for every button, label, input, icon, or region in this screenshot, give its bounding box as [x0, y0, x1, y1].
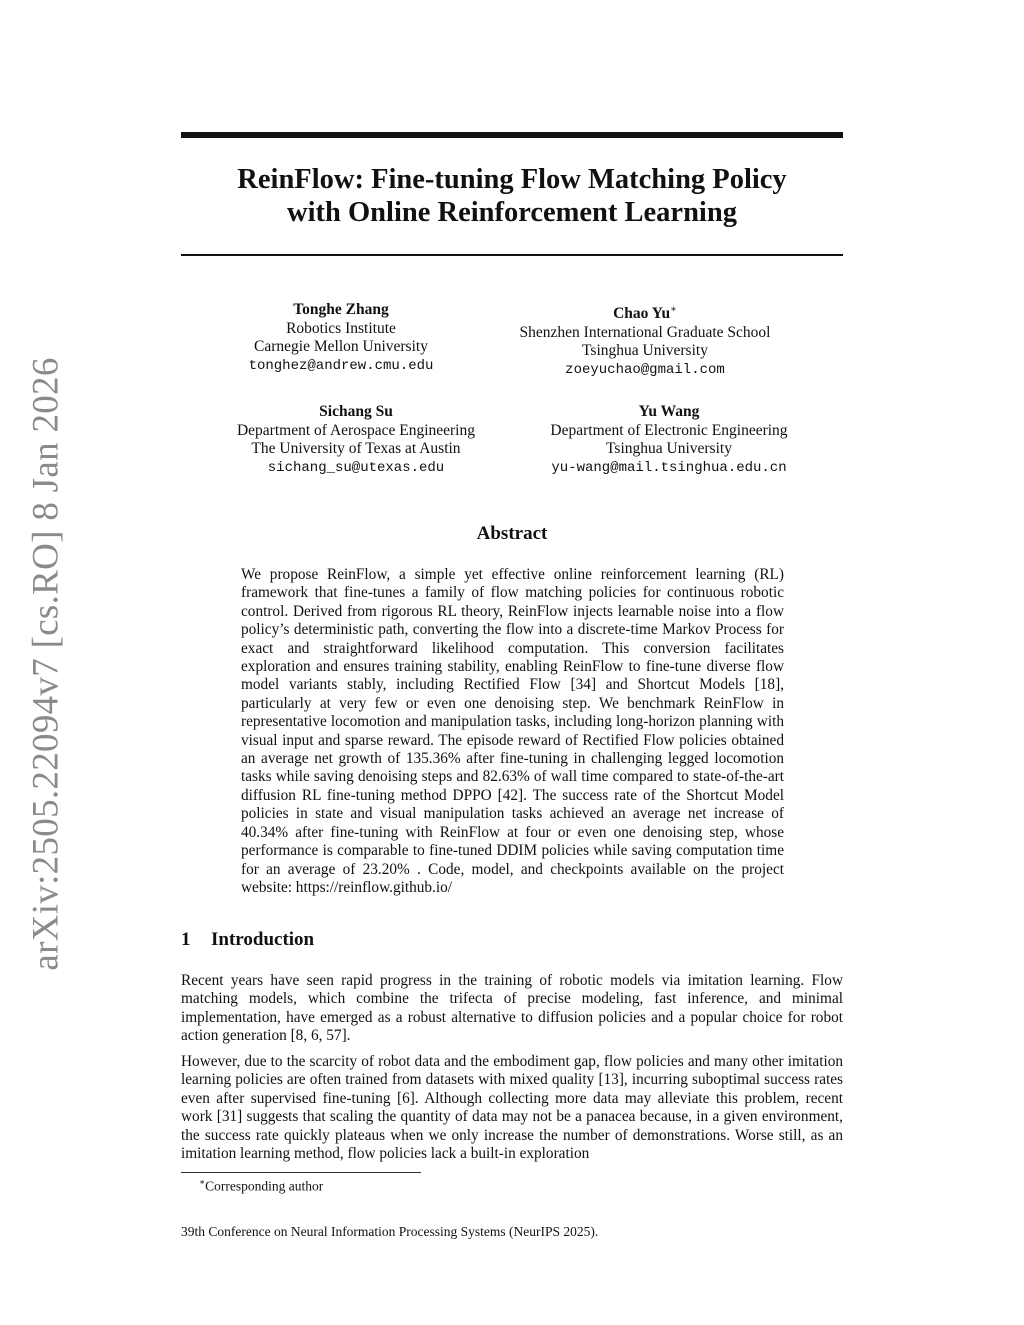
abstract-heading: Abstract [476, 523, 548, 544]
section-title: Introduction [211, 929, 315, 950]
title-line-2: with Online Reinforcement Learning [287, 197, 737, 228]
arxiv-identifier-stamp: arXiv:2505.22094v7 [cs.RO] 8 Jan 2026 [25, 357, 67, 971]
author-name: Chao Yu∗ [613, 304, 677, 323]
author-email: tonghez@andrew.cmu.edu [248, 357, 434, 374]
footnote-text: Corresponding author [205, 1178, 324, 1194]
author-affiliation: Department of Electronic Engineering [550, 421, 788, 439]
title-line-1: ReinFlow: Fine-tuning Flow Matching Policy [237, 164, 787, 195]
author-name: Yu Wang [638, 403, 700, 420]
title-top-rule [181, 132, 843, 138]
intro-paragraph-1: Recent years have seen rapid progress in the training of robotic models via imitation learning. Flow matching models, which combine the trifecta of precise modeling, fast inference, and minimal implementation, have emerged as a robust alternative to diffusion policies and a popular choice for robot action generation [8, 6, 57]. [181, 972, 843, 1045]
author-name: Sichang Su [319, 403, 393, 420]
author-block-chao-yu [480, 301, 810, 379]
author-block-tonghe-zhang [176, 301, 506, 375]
author-institution: Tsinghua University [606, 440, 732, 457]
author-institution: The University of Texas at Austin [251, 440, 461, 457]
paper-title [181, 163, 843, 229]
corresponding-author-mark: ∗ [670, 304, 677, 315]
abstract-text: We propose ReinFlow, a simple yet effective online reinforcement learning (RL) framework that fine-tunes a family of flow matching policies for continuous robotic control. Derived from rigorous RL theory, ReinFlow injects learnable noise into a flow policy’s deterministic path, converting the flow into a discrete-time Markov Process for exact and straightforward likelihood computation. This conversion facilitates exploration and ensures training stability, enabling ReinFlow to fine-tune diverse flow model variants stably, including Rectified Flow [34] and Shortcut Models [18], particularly at very few or even one denoising step. We benchmark ReinFlow in representative locomotion and manipulation tasks, including long-horizon planning with visual input and sparse reward. The episode reward of Rectified Flow policies obtained an average net growth of 135.36% after fine-tuning in challenging legged locomotion tasks while saving denoising steps and 82.63% of wall time compared to state-of-the-art diffusion RL fine-tuning method DPPO [42]. The success rate of the Shortcut Model policies in state and visual manipulation tasks achieved an average net increase of 40.34% after fine-tuning with ReinFlow at four or even one denoising step, whose performance is comparable to fine-tuned DDIM policies while saving computation time for an average of 23.20% . Code, model, and checkpoints available on the project website: https://reinflow.github.io/ [241, 566, 784, 896]
author-affiliation: Department of Aerospace Engineering [236, 421, 475, 439]
footnote-rule [181, 1172, 421, 1173]
author-affiliation: Robotics Institute [286, 319, 396, 337]
author-institution: Carnegie Mellon University [254, 338, 428, 355]
author-email: sichang_su@utexas.edu [267, 459, 445, 476]
section-number: 1 [181, 929, 191, 950]
author-block-yu-wang [504, 403, 834, 477]
venue-line: 39th Conference on Neural Information Processing Systems (NeurIPS 2025). [181, 1224, 599, 1239]
footnote [199, 1177, 323, 1195]
intro-paragraph-2: However, due to the scarcity of robot data and the embodiment gap, flow policies and many other imitation learning policies are often trained from datasets with mixed quality [13], incurring suboptimal success rates even after supervised fine-tuning [6]. Although collecting more data may alleviate this problem, recent work [31] suggests that scaling the quantity of data may not be a panacea because, in a given environment, the success rate quickly plateaus when we only increase the number of demonstrations. Worse still, as an imitation learning method, flow policies lack a built-in exploration [181, 1053, 843, 1163]
author-block-sichang-su [191, 403, 521, 477]
author-email: zoeyuchao@gmail.com [565, 361, 725, 378]
section-heading-introduction [181, 929, 314, 951]
footnote-mark: ∗ [199, 1177, 206, 1187]
title-bottom-rule [181, 254, 843, 256]
author-email: yu-wang@mail.tsinghua.edu.cn [551, 459, 787, 476]
author-affiliation: Shenzhen International Graduate School [519, 323, 771, 341]
author-institution: Tsinghua University [582, 342, 708, 360]
author-name: Tonghe Zhang [293, 301, 389, 318]
